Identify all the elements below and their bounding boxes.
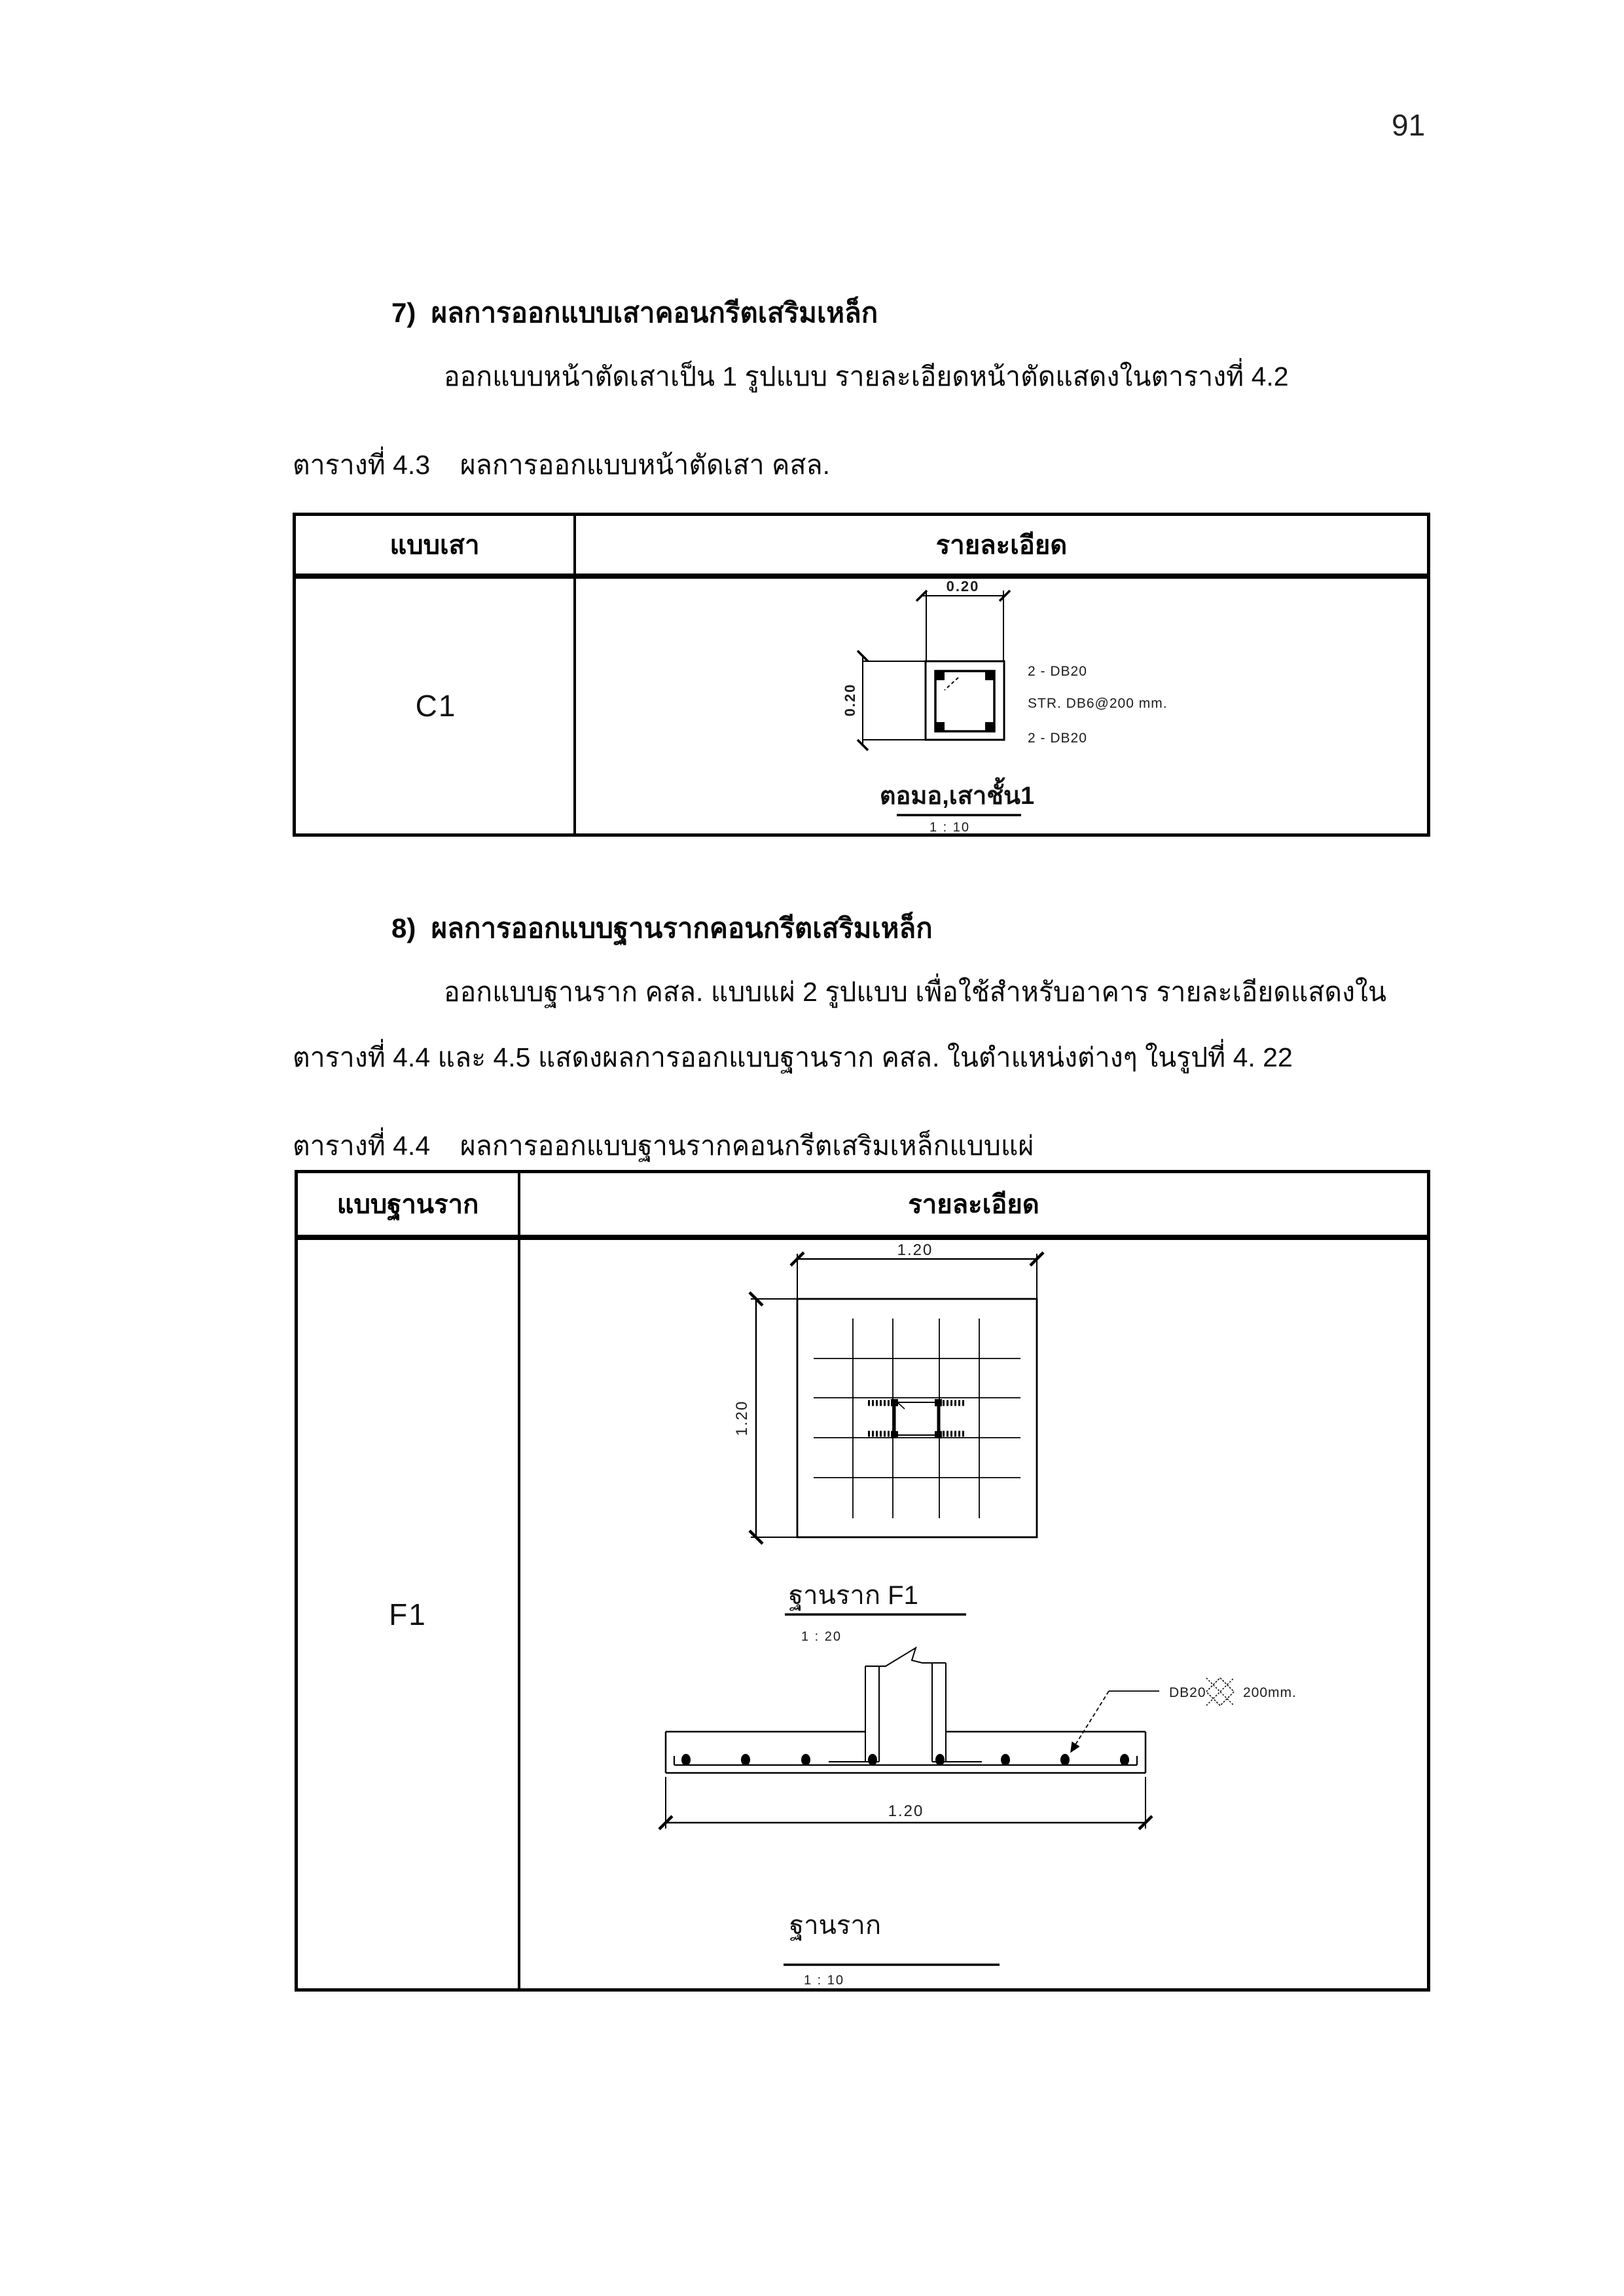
section-7-body: ออกแบบหน้าตัดเสาเป็น 1 รูปแบบ รายละเอียดหน้าตัดแสดงในตารางที่ 4.2: [444, 361, 1289, 392]
column-dim-left-text: 0.20: [842, 683, 858, 717]
section-rebar-spacing-label: 200mm.: [1243, 1685, 1297, 1700]
column-type-label: C1: [415, 689, 457, 723]
table-4-3-header-separator: [296, 574, 1427, 579]
table-4-4-header-separator: [298, 1235, 1427, 1240]
section-8-body-line1: ออกแบบฐานราก คสล. แบบแผ่ 2 รูปแบบ เพื่อใช้สำหรับอาคาร รายละเอียดแสดงใน: [444, 977, 1387, 1007]
column-scale-text: 1 : 10: [929, 820, 971, 835]
column-dim-top-text: 0.20: [946, 578, 980, 594]
plan-dim-top-text: 1.20: [897, 1241, 933, 1259]
column-drawing-title: ตอมอ,เสาชั้น1: [879, 782, 1035, 810]
section-8-body-line2: ตารางที่ 4.4 และ 4.5 แสดงผลการออกแบบฐานราก คสล. ในตำแหน่งต่างๆ ในรูปที่ 4. 22: [293, 1042, 1293, 1072]
column-stirrup-label: STR. DB6@200 mm.: [1028, 696, 1168, 711]
table-4-4-column-divider: [518, 1173, 520, 1988]
section-scale-text: 1 : 10: [804, 1973, 845, 1988]
section-8-heading: 8) ผลการออกแบบฐานรากคอนกรีตเสริมเหล็ก: [391, 913, 933, 943]
table-4-4-caption: ตารางที่ 4.4 ผลการออกแบบฐานรากคอนกรีตเสริมเหล็กแบบแผ่: [293, 1131, 1034, 1161]
column-top-bars-label: 2 - DB20: [1028, 664, 1087, 679]
table-4-3: [293, 513, 1430, 837]
table-4-3-caption: ตารางที่ 4.3 ผลการออกแบบหน้าตัดเสา คสล.: [293, 450, 831, 480]
plan-dim-left-text: 1.20: [733, 1400, 751, 1436]
table-4-3-header-col1: แบบเสา: [389, 531, 480, 560]
footing-section-title: ฐานราก: [789, 1911, 882, 1940]
footing-type-label: F1: [389, 1597, 427, 1631]
table-4-4-header-col1: แบบฐานราก: [336, 1190, 479, 1219]
table-4-4-header-col2: รายละเอียด: [908, 1190, 1039, 1219]
section-rebar-size-label: DB20: [1169, 1685, 1206, 1700]
section-dim-bottom-text: 1.20: [888, 1802, 924, 1820]
footing-plan-title: ฐานราก F1: [789, 1581, 918, 1610]
table-4-3-header-col2: รายละเอียด: [935, 531, 1068, 560]
plan-scale-text: 1 : 20: [801, 1630, 842, 1644]
section-7-heading: 7) ผลการออกแบบเสาคอนกรีตเสริมเหล็ก: [391, 297, 878, 328]
page-number: 91: [1392, 108, 1426, 142]
column-bottom-bars-label: 2 - DB20: [1028, 731, 1087, 746]
